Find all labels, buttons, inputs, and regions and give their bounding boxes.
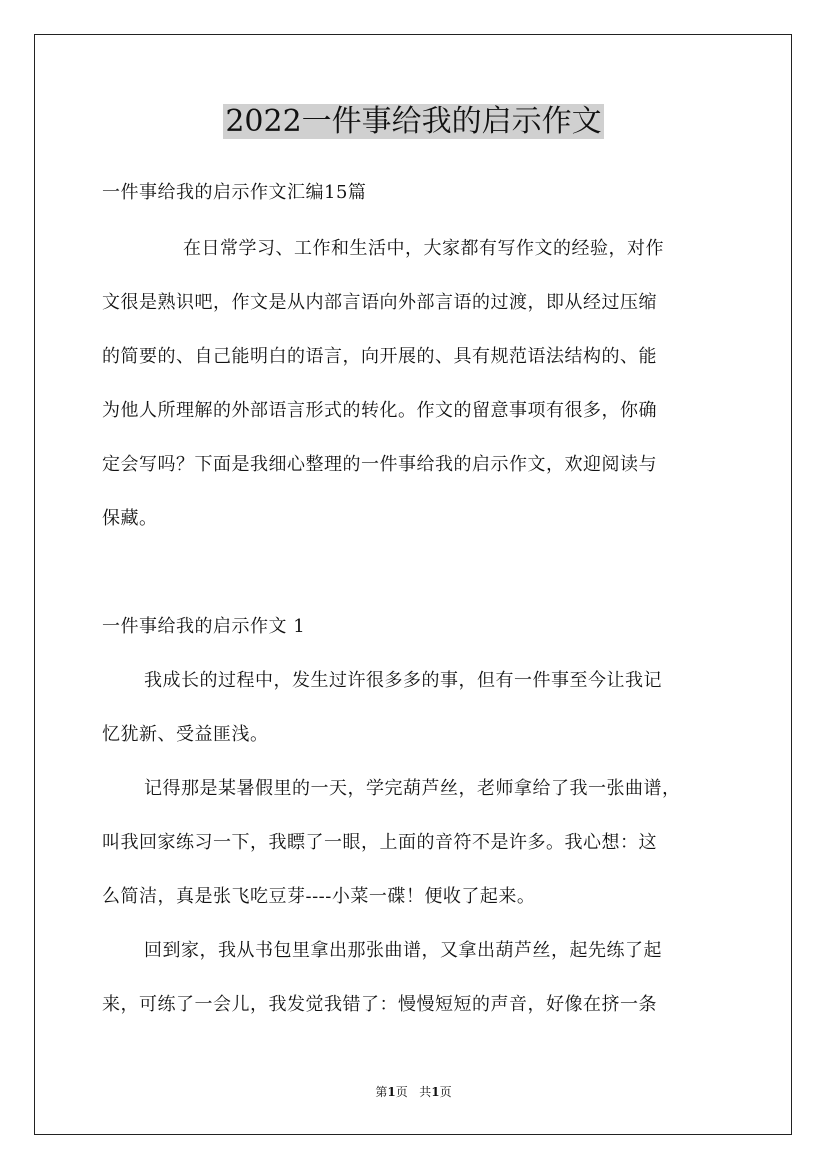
body-line: 回到家，我从书包里拿出那张曲谱，又拿出葫芦丝，起先练了起	[144, 940, 662, 961]
document-subtitle: 一件事给我的启示作文汇编15篇	[102, 182, 367, 203]
body-line: 么简洁，真是张飞吃豆芽----小菜一碟！便收了起来。	[102, 886, 536, 907]
intro-line: 为他人所理解的外部语言形式的转化。作文的留意事项有很多，你确	[102, 400, 657, 421]
intro-line: 定会写吗？下面是我细心整理的一件事给我的启示作文，欢迎阅读与	[102, 454, 657, 475]
footer-page-current: 1	[387, 1085, 396, 1099]
document-title	[0, 100, 827, 144]
body-line: 记得那是某暑假里的一天，学完葫芦丝，老师拿给了我一张曲谱，	[144, 778, 681, 799]
intro-line: 保藏。	[102, 508, 158, 529]
footer-page-middle: 页 共	[395, 1085, 432, 1099]
page-footer	[0, 1084, 827, 1100]
body-line: 我成长的过程中，发生过许很多多的事，但有一件事至今让我记	[144, 670, 662, 691]
intro-line: 在日常学习、工作和生活中，大家都有写作文的经验，对作	[183, 238, 664, 259]
footer-page-prefix: 第	[375, 1085, 388, 1099]
footer-page-suffix: 页	[439, 1085, 452, 1099]
section-heading: 一件事给我的启示作文 1	[102, 616, 306, 637]
body-line: 来，可练了一会儿，我发觉我错了：慢慢短短的声音，好像在挤一条	[102, 994, 657, 1015]
footer-page-total: 1	[431, 1085, 440, 1099]
intro-line: 的简要的、自己能明白的语言，向开展的、具有规范语法结构的、能	[102, 346, 657, 367]
intro-line: 文很是熟识吧，作文是从内部言语向外部言语的过渡，即从经过压缩	[102, 292, 657, 313]
document-title-text: 2022一件事给我的启示作文	[225, 104, 602, 139]
body-line: 忆犹新、受益匪浅。	[102, 724, 269, 745]
body-line: 叫我回家练习一下，我瞟了一眼，上面的音符不是许多。我心想：这	[102, 832, 657, 853]
